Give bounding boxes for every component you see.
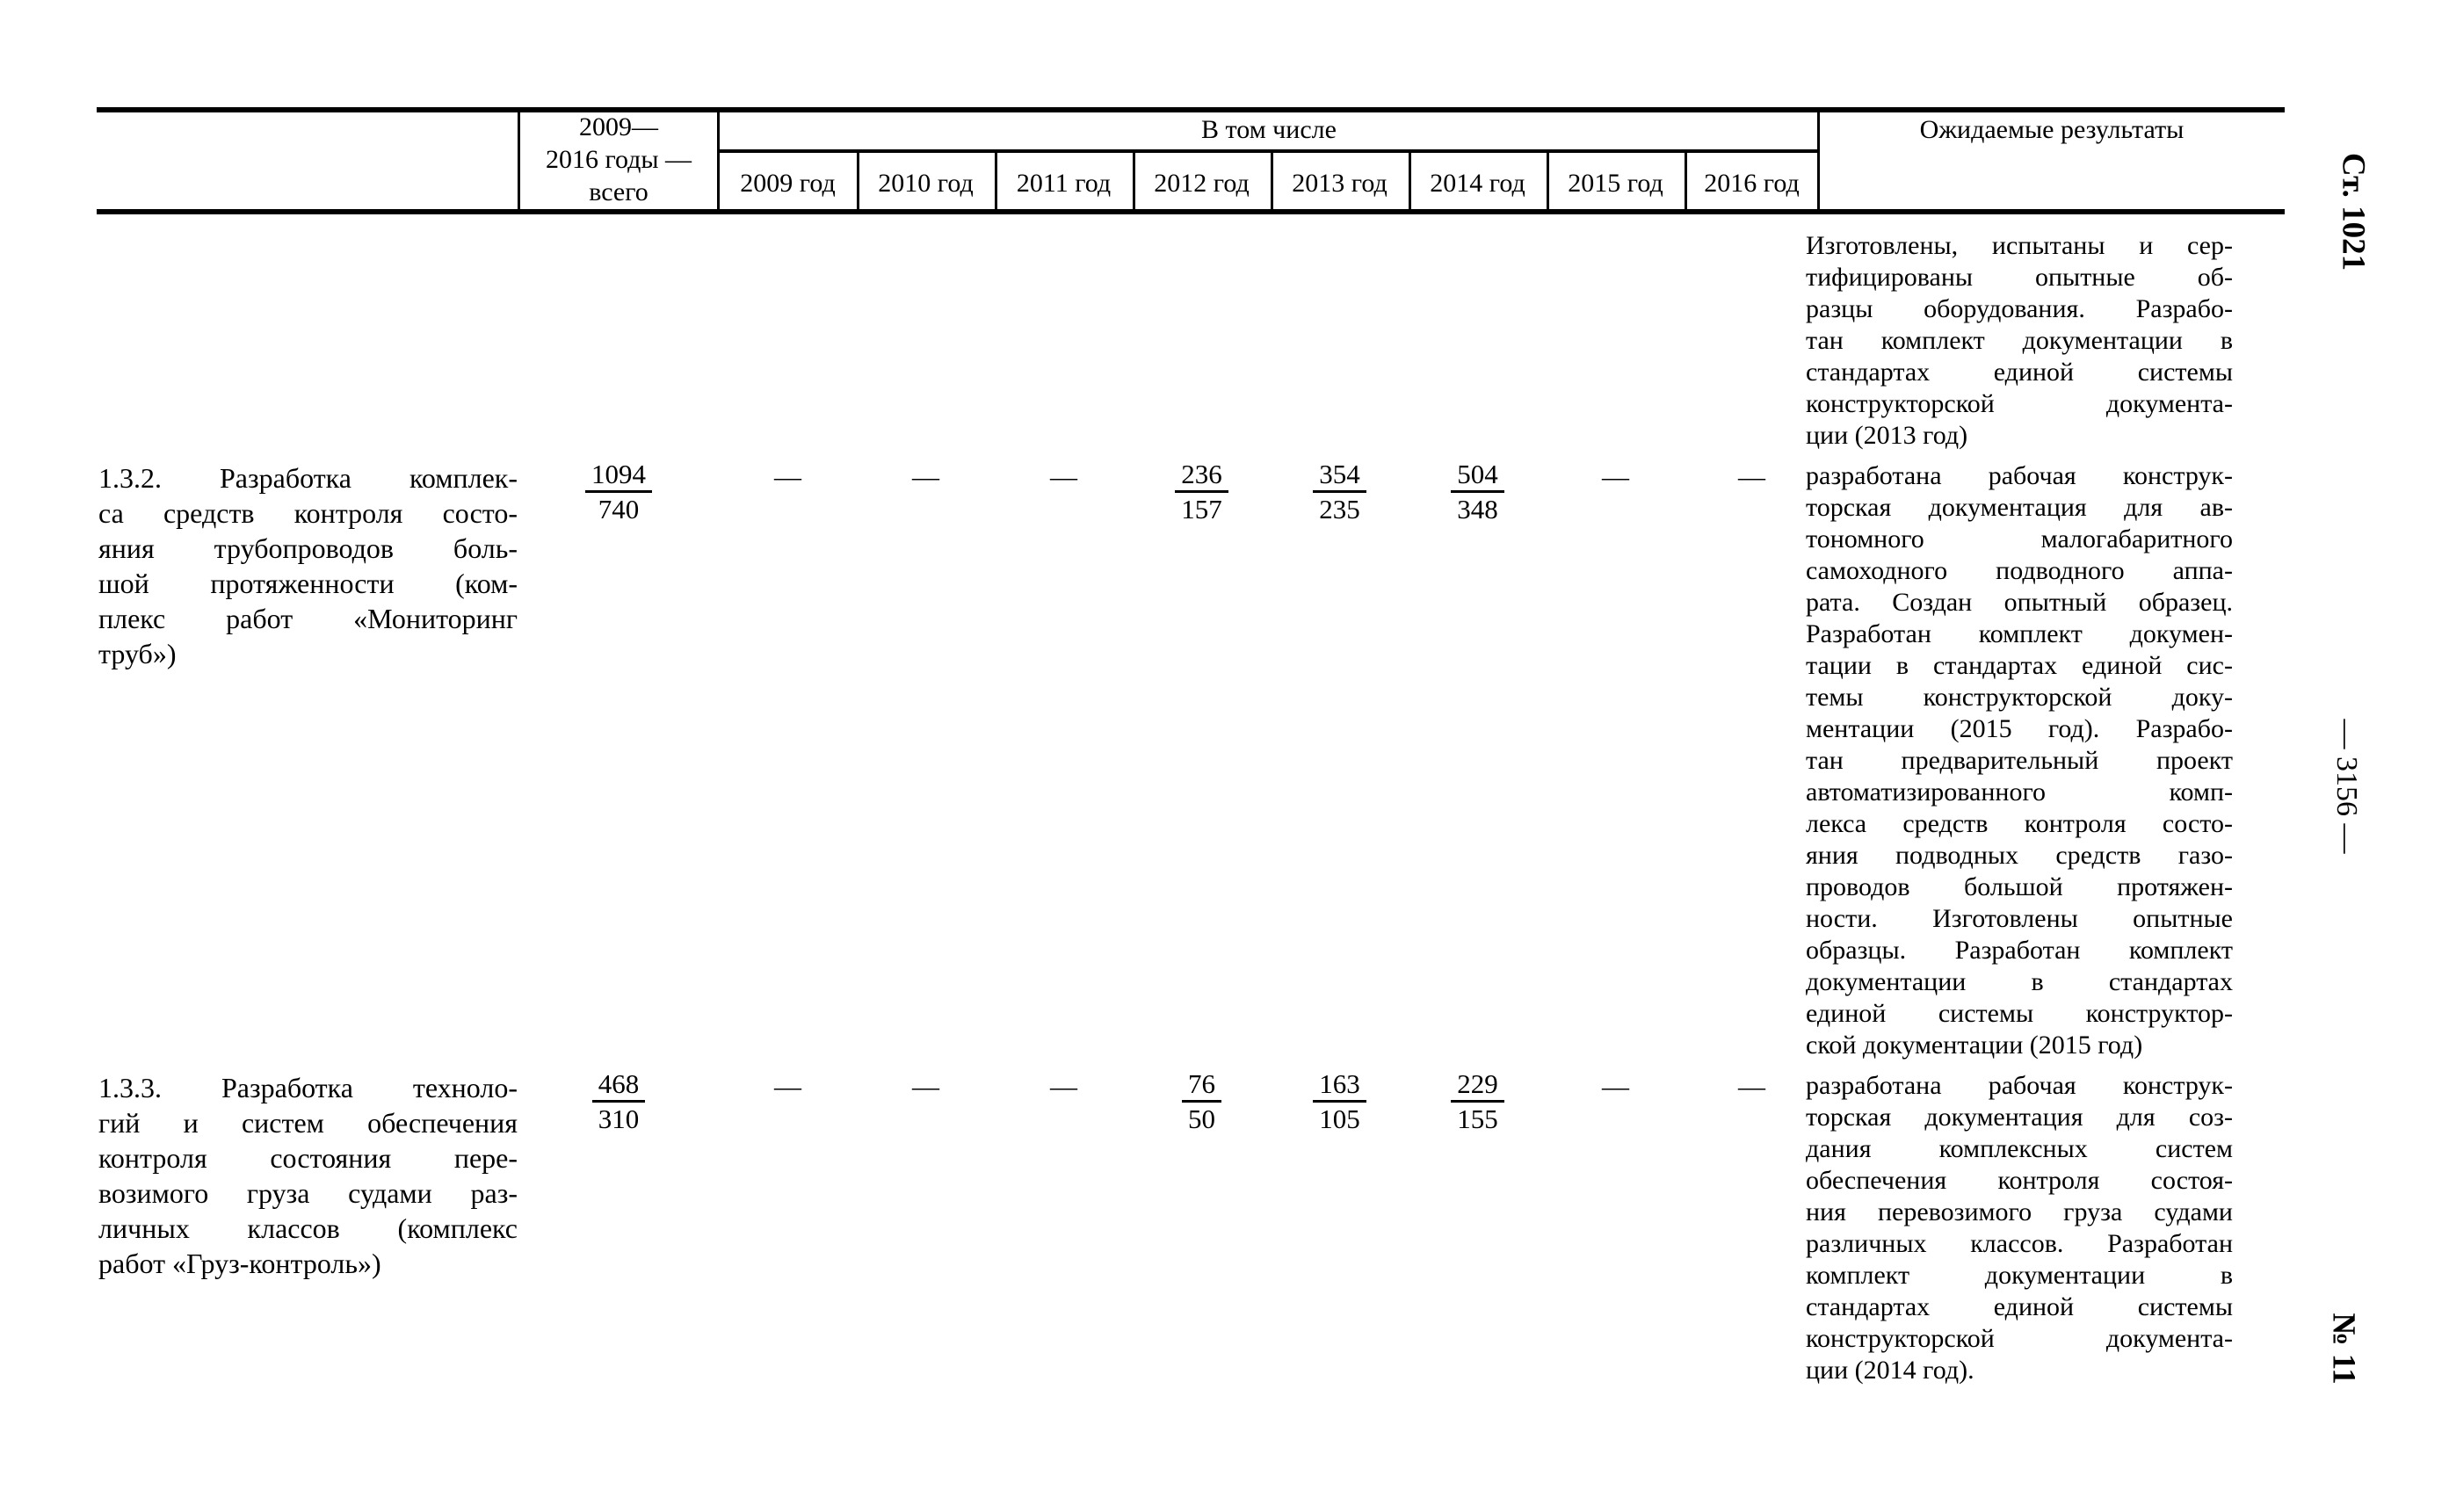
- text-line: комплект документации в: [1806, 1261, 2233, 1290]
- table-top-border: [97, 107, 2285, 112]
- value-cell: [995, 1070, 1133, 1103]
- fraction-numerator: 504: [1451, 460, 1504, 493]
- value-cell: [995, 460, 1133, 493]
- text-line: конструкторской документа-: [1806, 389, 2233, 418]
- text-line: образцы. Разработан комплект: [1806, 936, 2233, 965]
- value-cell: [857, 460, 995, 493]
- row-description: [98, 460, 518, 671]
- text-line: торская документация для соз-: [1806, 1103, 2233, 1132]
- year-header: 2011 год: [1016, 169, 1112, 198]
- column-header-total-line: 2016 годы —: [545, 145, 692, 174]
- fraction-denominator: 235: [1319, 494, 1360, 524]
- text-line: рата. Создан опытный образец.: [1806, 588, 2233, 617]
- text-line: разцы оборудования. Разрабо-: [1806, 294, 2233, 323]
- text-line: различных классов. Разработан: [1806, 1229, 2233, 1258]
- year-header: 2012 год: [1154, 169, 1250, 198]
- value-cell: [1685, 1070, 1819, 1103]
- fraction-numerator: 354: [1313, 460, 1366, 493]
- empty-value-dash: —: [1050, 461, 1077, 492]
- value-cell: [518, 1070, 719, 1132]
- text-line: ции (2013 год): [1806, 421, 1968, 450]
- fraction-denominator: 740: [598, 494, 640, 524]
- text-line: стандартах единой системы: [1806, 358, 2233, 387]
- text-line: работ «Груз-контроль»): [98, 1248, 381, 1279]
- text-line: обеспечения контроля состоя-: [1806, 1166, 2233, 1195]
- column-header-total-line: всего: [589, 177, 648, 206]
- allocation-fraction: [585, 460, 652, 523]
- text-line: плекс работ «Мониторинг: [98, 603, 518, 634]
- empty-value-dash: —: [1602, 1071, 1629, 1102]
- value-cell: [1271, 460, 1409, 523]
- allocation-fraction: [1313, 1070, 1366, 1132]
- text-line: труб»): [98, 638, 177, 669]
- fraction-numerator: 76: [1182, 1070, 1221, 1103]
- group-header-underline: [719, 149, 1819, 153]
- year-header: 2013 год: [1292, 169, 1388, 198]
- text-line: са средств контроля состо-: [98, 497, 518, 529]
- value-cell: [857, 1070, 995, 1103]
- text-line: тономного малогабаритного: [1806, 524, 2233, 553]
- text-line: ния перевозимого груза судами: [1806, 1197, 2233, 1226]
- text-line: личных классов (комплекс: [98, 1212, 518, 1244]
- allocation-fraction: [1451, 1070, 1504, 1132]
- column-header-group: В том числе: [1201, 115, 1337, 144]
- fraction-numerator: 163: [1313, 1070, 1366, 1103]
- text-line: ности. Изготовлены опытные: [1806, 904, 2233, 933]
- text-line: документации в стандартах: [1806, 967, 2233, 996]
- year-header: 2016 год: [1704, 169, 1800, 198]
- text-line: единой системы конструктор-: [1806, 999, 2233, 1028]
- fraction-denominator: 155: [1457, 1103, 1498, 1134]
- year-header: 2014 год: [1430, 169, 1525, 198]
- header-bottom-border: [97, 209, 2285, 214]
- row-results: [1806, 230, 2233, 452]
- text-line: тан предварительный проект: [1806, 746, 2233, 775]
- allocation-fraction: [1451, 460, 1504, 523]
- row-results: [1806, 460, 2233, 1061]
- margin-page-number: — 3156 —: [2330, 719, 2363, 854]
- fraction-numerator: 468: [592, 1070, 646, 1103]
- value-cell: [1685, 460, 1819, 493]
- row-results: [1806, 1070, 2233, 1386]
- column-header-total: [520, 111, 717, 208]
- value-cell: [719, 460, 857, 493]
- value-cell: [1133, 460, 1271, 523]
- text-line: ментации (2015 год). Разрабо-: [1806, 714, 2233, 743]
- year-header: 2015 год: [1568, 169, 1663, 198]
- text-line: тации в стандартах единой сис-: [1806, 651, 2233, 680]
- allocation-fraction: [592, 1070, 646, 1132]
- text-line: 1.3.2. Разработка комплек-: [98, 462, 518, 494]
- fraction-denominator: 50: [1188, 1103, 1215, 1134]
- text-line: Разработан комплект докумен-: [1806, 619, 2233, 648]
- text-line: гий и систем обеспечения: [98, 1107, 518, 1139]
- text-line: яния трубопроводов боль-: [98, 532, 518, 564]
- fraction-denominator: 348: [1457, 494, 1498, 524]
- fraction-numerator: 236: [1175, 460, 1228, 493]
- text-line: автоматизированного комп-: [1806, 778, 2233, 807]
- empty-value-dash: —: [1050, 1071, 1077, 1102]
- text-line: дания комплексных систем: [1806, 1134, 2233, 1163]
- text-line: разработана рабочая конструк-: [1806, 461, 2233, 490]
- text-line: торская документация для ав-: [1806, 493, 2233, 522]
- column-header-results: Ожидаемые результаты: [1919, 115, 2185, 144]
- text-line: ской документации (2015 год): [1806, 1031, 2143, 1060]
- text-line: тан комплект документации в: [1806, 326, 2233, 355]
- allocation-fraction: [1182, 1070, 1221, 1132]
- column-header-total-line: 2009—: [579, 112, 658, 141]
- fraction-denominator: 157: [1181, 494, 1222, 524]
- value-cell: [518, 460, 719, 523]
- text-line: шой протяженности (ком-: [98, 568, 518, 599]
- margin-article-label: Ст. 1021: [2335, 152, 2372, 271]
- text-line: ции (2014 год).: [1806, 1356, 1974, 1385]
- value-cell: [1409, 1070, 1547, 1132]
- allocation-fraction: [1313, 460, 1366, 523]
- text-line: проводов большой протяжен-: [1806, 872, 2233, 901]
- fraction-denominator: 105: [1319, 1103, 1360, 1134]
- value-cell: [719, 1070, 857, 1103]
- empty-value-dash: —: [1602, 461, 1629, 492]
- empty-value-dash: —: [774, 461, 801, 492]
- text-line: разработана рабочая конструк-: [1806, 1071, 2233, 1100]
- fraction-numerator: 229: [1451, 1070, 1504, 1103]
- empty-value-dash: —: [1738, 1071, 1765, 1102]
- value-cell: [1547, 1070, 1685, 1103]
- text-line: возимого груза судами раз-: [98, 1177, 518, 1209]
- text-line: тифицированы опытные об-: [1806, 263, 2233, 292]
- empty-value-dash: —: [912, 1071, 939, 1102]
- allocation-fraction: [1175, 460, 1228, 523]
- value-cell: [1409, 460, 1547, 523]
- text-line: яния подводных средств газо-: [1806, 841, 2233, 870]
- text-line: конструкторской документа-: [1806, 1324, 2233, 1353]
- text-line: темы конструкторской доку-: [1806, 683, 2233, 712]
- empty-value-dash: —: [1738, 461, 1765, 492]
- text-line: Изготовлены, испытаны и сер-: [1806, 231, 2233, 260]
- value-cell: [1547, 460, 1685, 493]
- empty-value-dash: —: [912, 461, 939, 492]
- text-line: 1.3.3. Разработка техноло-: [98, 1072, 518, 1103]
- value-cell: [1271, 1070, 1409, 1132]
- row-description: [98, 1070, 518, 1281]
- empty-value-dash: —: [774, 1071, 801, 1102]
- year-header: 2010 год: [878, 169, 974, 198]
- text-line: лекса средств контроля состо-: [1806, 809, 2233, 838]
- text-line: контроля состояния пере-: [98, 1142, 518, 1174]
- value-cell: [1133, 1070, 1271, 1132]
- fraction-numerator: 1094: [585, 460, 652, 493]
- text-line: самоходного подводного аппа-: [1806, 556, 2233, 585]
- fraction-denominator: 310: [598, 1103, 640, 1134]
- year-header: 2009 год: [740, 169, 836, 198]
- text-line: стандартах единой системы: [1806, 1292, 2233, 1321]
- margin-issue-number: № 11: [2325, 1313, 2362, 1385]
